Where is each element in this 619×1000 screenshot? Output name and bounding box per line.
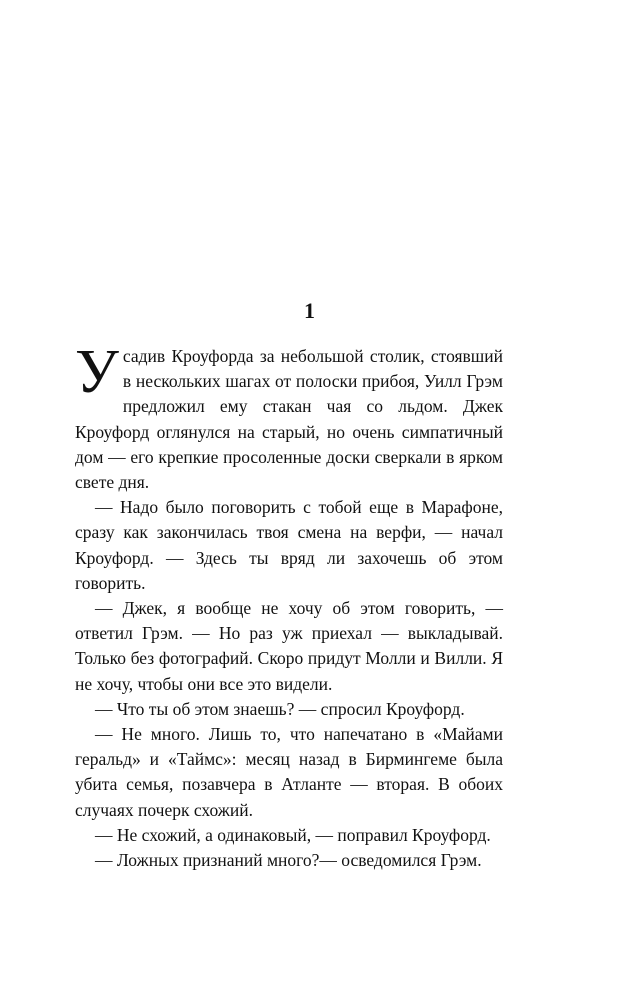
paragraph-5: — Не много. Лишь то, что напечатано в «Майами геральд» и «Таймс»: месяц назад в Бирмингеме была убита семья, позавчера в Атланте — вторая. В обоих случаях почерк схожий.: [75, 724, 503, 820]
paragraph-6: — Не схожий, а одинаковый, — поправил Кроуфорд.: [95, 824, 491, 845]
chapter-number: 1: [304, 298, 315, 323]
paragraph-4: — Что ты об этом знаешь? — спросил Кроуфорд.: [95, 698, 465, 719]
drop-cap-letter: У: [75, 338, 119, 406]
paragraph-1-text: садив Кроуфорда за небольшой столик, стоявший в нескольких шагах от полоски прибоя, Уилл Грэм предложил ему стакан чая со льдом. Джек Кроуфорд оглянулся на старый, но очень симпатичный дом — его крепкие просоленные доски сверкали в ярком свете дня.: [75, 346, 503, 493]
paragraph-2: — Надо было поговорить с тобой еще в Марафоне, сразу как закончилась твоя смена на верфи, — начал Кроуфорд. — Здесь ты вряд ли захочешь об этом говорить.: [75, 497, 503, 593]
paragraph-1: [75, 338, 503, 495]
chapter-text: [75, 338, 503, 873]
paragraph-3: — Джек, я вообще не хочу об этом говорить, — ответил Грэм. — Но раз уж приехал — выкладывай. Только без фотографий. Скоро придут Молли и Вилли. Я не хочу, чтобы они все это видели.: [75, 598, 503, 694]
paragraph-7: — Ложных признаний много?— осведомился Грэм.: [95, 850, 482, 871]
